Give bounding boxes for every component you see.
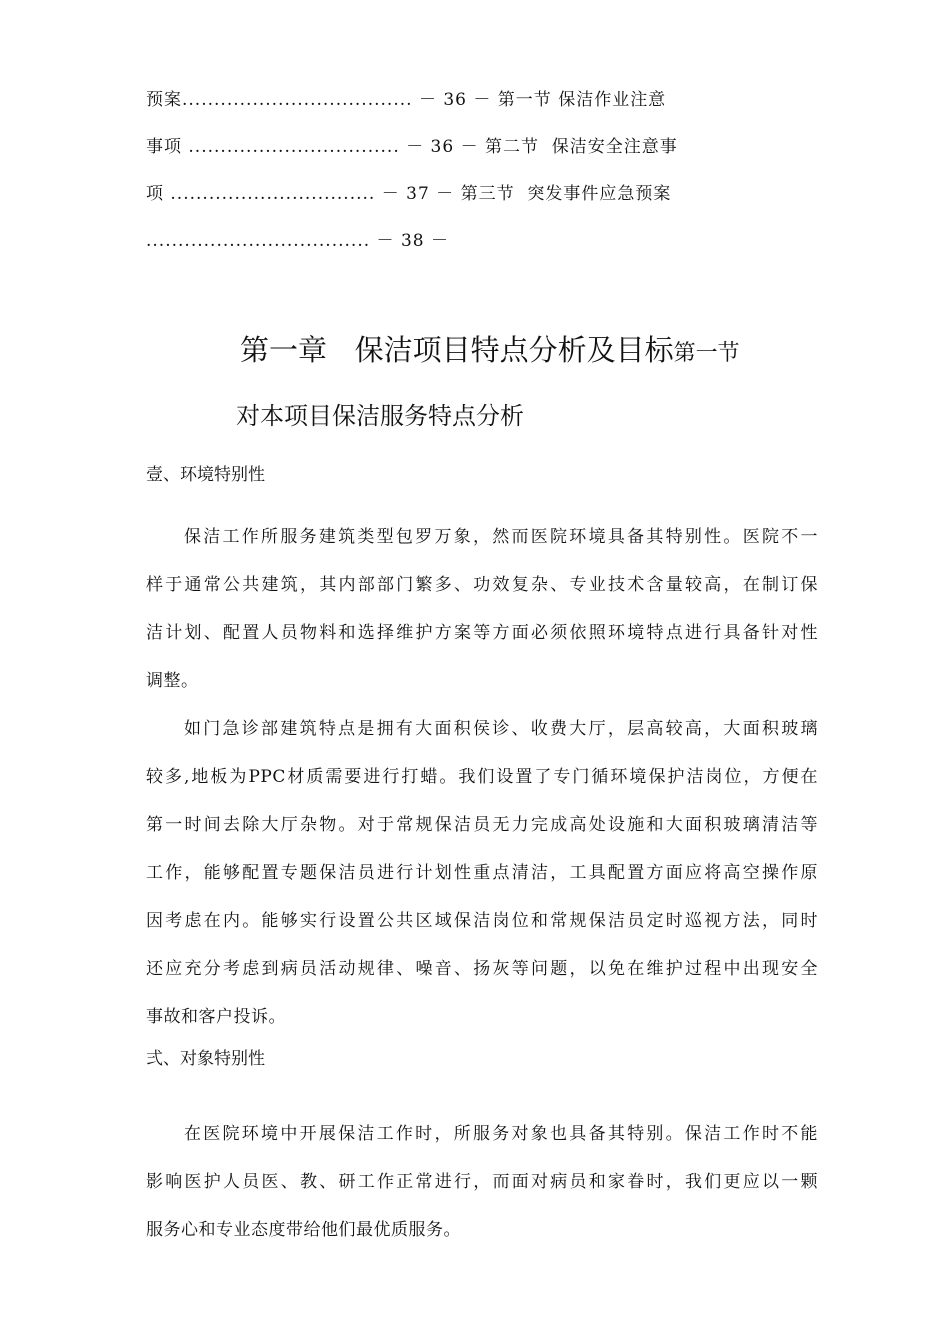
toc-line-1: 预案.................................... － 36 － 第一节 保洁作业注意 bbox=[146, 90, 667, 110]
para2-line: 较多,地板为PPC材质需要进行打蜡。我们设置了专门循环境保护洁岗位，方便在 bbox=[146, 767, 818, 787]
toc-line-2: 事项 ................................. － 36 － 第二节 保洁安全注意事 bbox=[146, 137, 678, 157]
para2-line: 还应充分考虑到病员活动规律、噪音、扬灰等问题，以免在维护过程中出现安全 bbox=[146, 959, 818, 979]
para2-line: 事故和客户投诉。 bbox=[146, 1007, 286, 1027]
para1-line: 样于通常公共建筑，其内部部门繁多、功效复杂、专业技术含量较高，在制订保 bbox=[146, 575, 818, 595]
para2-line: 第一时间去除大厅杂物。对于常规保洁员无力完成高处设施和大面积玻璃清洁等 bbox=[146, 815, 818, 835]
para2-line: 工作，能够配置专题保洁员进行计划性重点清洁，工具配置方面应将高空操作原 bbox=[146, 863, 818, 883]
chapter-title-text: 第一章 保洁项目特点分析及目标 bbox=[240, 333, 674, 367]
para1-line: 调整。 bbox=[146, 671, 199, 691]
para3-line: 在医院环境中开展保洁工作时，所服务对象也具备其特别。保洁工作时不能 bbox=[184, 1124, 818, 1144]
chapter-title bbox=[240, 332, 740, 372]
para2-line: 如门急诊部建筑特点是拥有大面积侯诊、收费大厅，层高较高，大面积玻璃 bbox=[184, 719, 818, 739]
toc-line-4: ................................... － 38 － bbox=[146, 231, 449, 251]
para1-line: 洁计划、配置人员物料和选择维护方案等方面必须依照环境特点进行具备针对性 bbox=[146, 623, 818, 643]
para2-line: 因考虑在内。能够实行设置公共区域保洁岗位和常规保洁员定时巡视方法，同时 bbox=[146, 911, 818, 931]
heading-environment: 壹、环境特别性 bbox=[146, 465, 265, 485]
para3-line: 服务心和专业态度带给他们最优质服务。 bbox=[146, 1220, 461, 1240]
heading-object: 弍、对象特别性 bbox=[146, 1049, 265, 1069]
chapter-title-suffix: 第一节 bbox=[673, 341, 740, 366]
para1-line: 保洁工作所服务建筑类型包罗万象，然而医院环境具备其特别性。医院不一 bbox=[184, 527, 818, 547]
toc-line-3: 项 ................................ － 37 － 第三节 突发事件应急预案 bbox=[146, 184, 672, 204]
section-title: 对本项目保洁服务特点分析 bbox=[236, 402, 524, 430]
para3-line: 影响医护人员医、教、研工作正常进行，而面对病员和家眷时，我们更应以一颗 bbox=[146, 1172, 818, 1192]
